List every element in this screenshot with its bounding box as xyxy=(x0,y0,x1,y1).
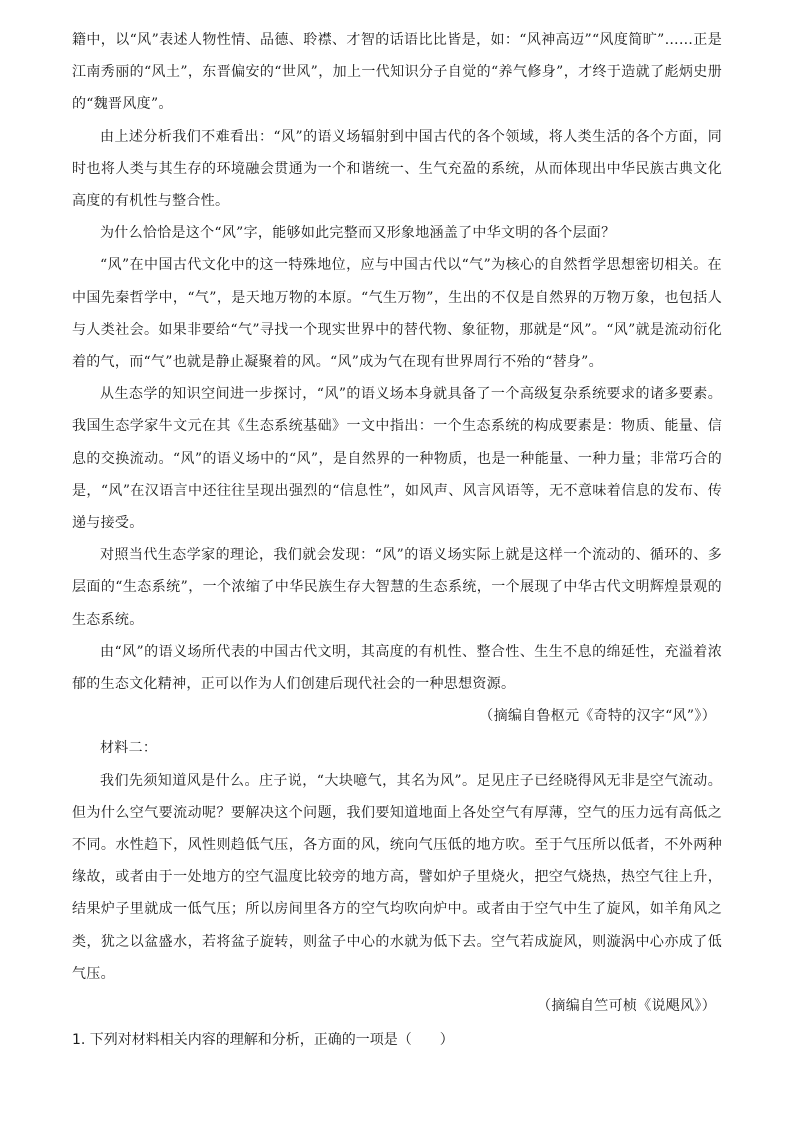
material-one-source: （摘编自鲁枢元《奇特的汉字“风”》） xyxy=(479,708,716,725)
material-two-source: （摘编自竺可桢《说飓风》） xyxy=(537,998,716,1015)
body-paragraph-5: 从生态学的知识空间进一步探讨，“风”的语义场本身就具备了一个高级复杂系统要求的诸多要素。我国生态学家牛文元在其《生态系统基础》一文中指出：一个生态系统的构成要素是：物质、能量、信息的交换流动。“风”的语义场中的“风”，是自然界的一种物质，也是一种能量、一种力量；非常巧合的是，“风”在汉语言中还往往呈现出强烈的“信息性”，如风声、风言风语等，无不意味着信息的发布、传递与接受。 xyxy=(72,386,722,532)
body-paragraph-2: 由上述分析我们不难看出：“风”的语义场辐射到中国古代的各个领域，将人类生活的各个方面，同时也将人类与其生存的环境融会贯通为一个和谐统一、生气充盈的系统，从而体现出中华民族古典文化高度的有机性与整合性。 xyxy=(72,128,722,210)
material-two-heading: 材料二： xyxy=(100,740,158,757)
body-paragraph-7: 由“风”的语义场所代表的中国古代文明，其高度的有机性、整合性、生生不息的绵延性，充溢着浓郁的生态文化精神，正可以作为人们创建后现代社会的一种思想资源。 xyxy=(72,643,722,693)
body-paragraph-6: 对照当代生态学家的理论，我们就会发现：“风”的语义场实际上就是这样一个流动的、循环的、多层面的“生态系统”，一个浓缩了中华民族生存大智慧的生态系统，一个展现了中华古代文明辉煌景观的生态系统。 xyxy=(72,547,722,628)
body-paragraph-1: 籍中，以“风”表述人物性情、品德、聆襟、才智的话语比比皆是，如：“风神高迈”“风度简旷”……正是江南秀丽的“风土”，东晋偏安的“世风”，加上一代知识分子自觉的“养气修身”，才终于造就了彪炳史册的“魏晋风度”。 xyxy=(72,32,722,113)
material-two-paragraph: 我们先须知道风是什么。庄子说，“大块噫气，其名为风”。足见庄子已经晓得风无非是空气流动。但为什么空气要流动呢？要解决这个问题，我们要知道地面上各处空气有厚薄，空气的压力远有高低之不同。水性趋下，风性则趋低气压，各方面的风，统向气压低的地方吹。至于气压所以低者，不外两种缘故，或者由于一处地方的空气温度比较旁的地方高，譬如炉子里烧火，把空气烧热，热空气往上升，结果炉子里就成一低气压；所以房间里各方的空气均吹向炉中。或者由于空气中生了旋风，如羊角风之类，犹之以盆盛水，若将盆子旋转，则盆子中心的水就为低下去。空气若成旋风，则漩涡中心亦成了低气压。 xyxy=(72,772,722,982)
question-1: 1. 下列对材料相关内容的理解和分析，正确的一项是（ ） xyxy=(72,1032,454,1049)
document-page xyxy=(72,24,722,1057)
body-paragraph-4: “风”在中国古代文化中的这一特殊地位，应与中国古代以“气”为核心的自然哲学思想密切相关。在中国先秦哲学中，“气”，是天地万物的本原。“气生万物”，生出的不仅是自然界的万物万象，也包括人与人类社会。如果非要给“气”寻找一个现实世界中的替代物、象征物，那就是“风”。“风”就是流动衍化着的气，而“气”也就是静止凝聚着的风。“风”成为气在现有世界周行不殆的“替身”。 xyxy=(72,257,722,371)
body-paragraph-3: 为什么恰恰是这个“风”字，能够如此完整而又形象地涵盖了中华文明的各个层面？ xyxy=(100,225,616,242)
